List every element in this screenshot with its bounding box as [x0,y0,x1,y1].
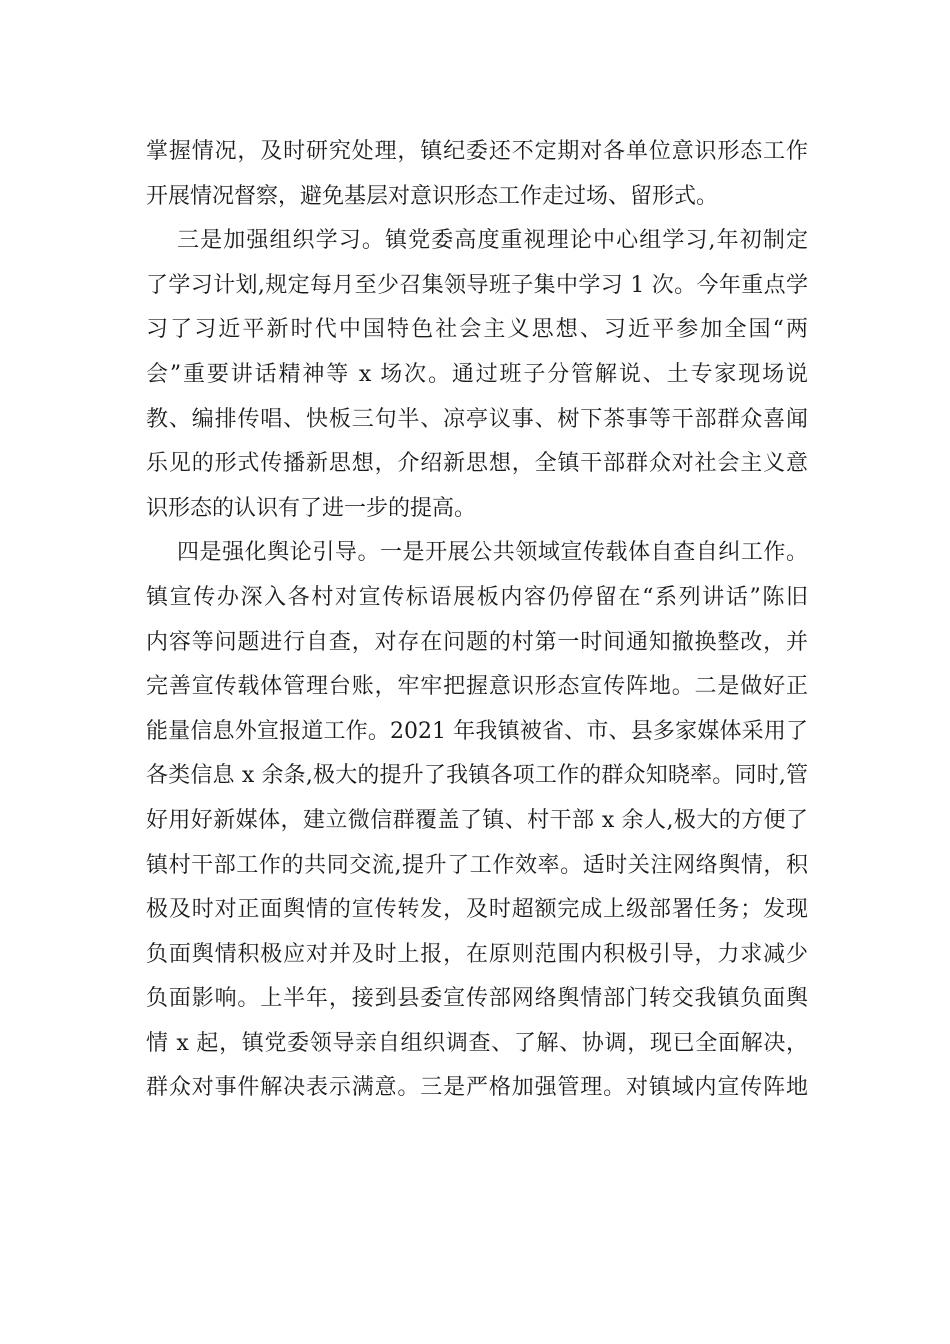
text-line: 了学习计划,规定每月至少召集领导班子集中学习 1 次。今年重点学 [146,272,808,298]
text-line: 镇宣传办深入各村对宣传标语展板内容仍停留在“系列讲话”陈旧 [146,584,808,610]
text-line: 能量信息外宣报道工作。2021 年我镇被省、市、县多家媒体采用了 [146,718,808,744]
text-line: 教、编排传唱、快板三句半、凉亭议事、树下茶事等干部群众喜闻 [146,406,808,432]
paragraph-start-line: 三是加强组织学习。镇党委高度重视理论中心组学习,年初制定 [177,228,808,254]
text-line: 负面影响。上半年，接到县委宣传部网络舆情部门转交我镇负面舆 [146,986,808,1012]
text-line: 极及时对正面舆情的宣传转发，及时超额完成上级部署任务；发现 [146,897,808,923]
text-line: 各类信息 x 余条,极大的提升了我镇各项工作的群众知晓率。同时,管 [146,763,808,789]
text-line: 乐见的形式传播新思想，介绍新思想，全镇干部群众对社会主义意 [146,451,808,477]
body-text [146,130,808,1111]
text-line: 开展情况督察，避免基层对意识形态工作走过场、留形式。 [146,183,719,209]
paragraph-start-line: 四是强化舆论引导。一是开展公共领域宣传载体自查自纠工作。 [177,540,808,566]
text-line: 镇村干部工作的共同交流,提升了工作效率。适时关注网络舆情，积 [146,852,808,878]
text-line: 内容等问题进行自查，对存在问题的村第一时间通知撤换整改，并 [146,629,808,655]
text-line: 会”重要讲话精神等 x 场次。通过班子分管解说、土专家现场说 [146,361,808,387]
text-line: 识形态的认识有了进一步的提高。 [146,495,477,521]
text-line: 完善宣传载体管理台账，牢牢把握意识形态宣传阵地。二是做好正 [146,674,808,700]
text-line: 负面舆情积极应对并及时上报，在原则范围内积极引导，力求减少 [146,941,808,967]
text-line: 群众对事件解决表示满意。三是严格加强管理。对镇域内宣传阵地 [146,1075,808,1101]
text-line: 习了习近平新时代中国特色社会主义思想、习近平参加全国“两 [146,317,808,343]
text-line: 情 x 起，镇党委领导亲自组织调查、了解、协调，现已全面解决， [146,1030,808,1056]
text-line: 好用好新媒体，建立微信群覆盖了镇、村干部 x 余人,极大的方便了 [146,807,808,833]
text-line: 掌握情况，及时研究处理，镇纪委还不定期对各单位意识形态工作 [146,139,808,164]
